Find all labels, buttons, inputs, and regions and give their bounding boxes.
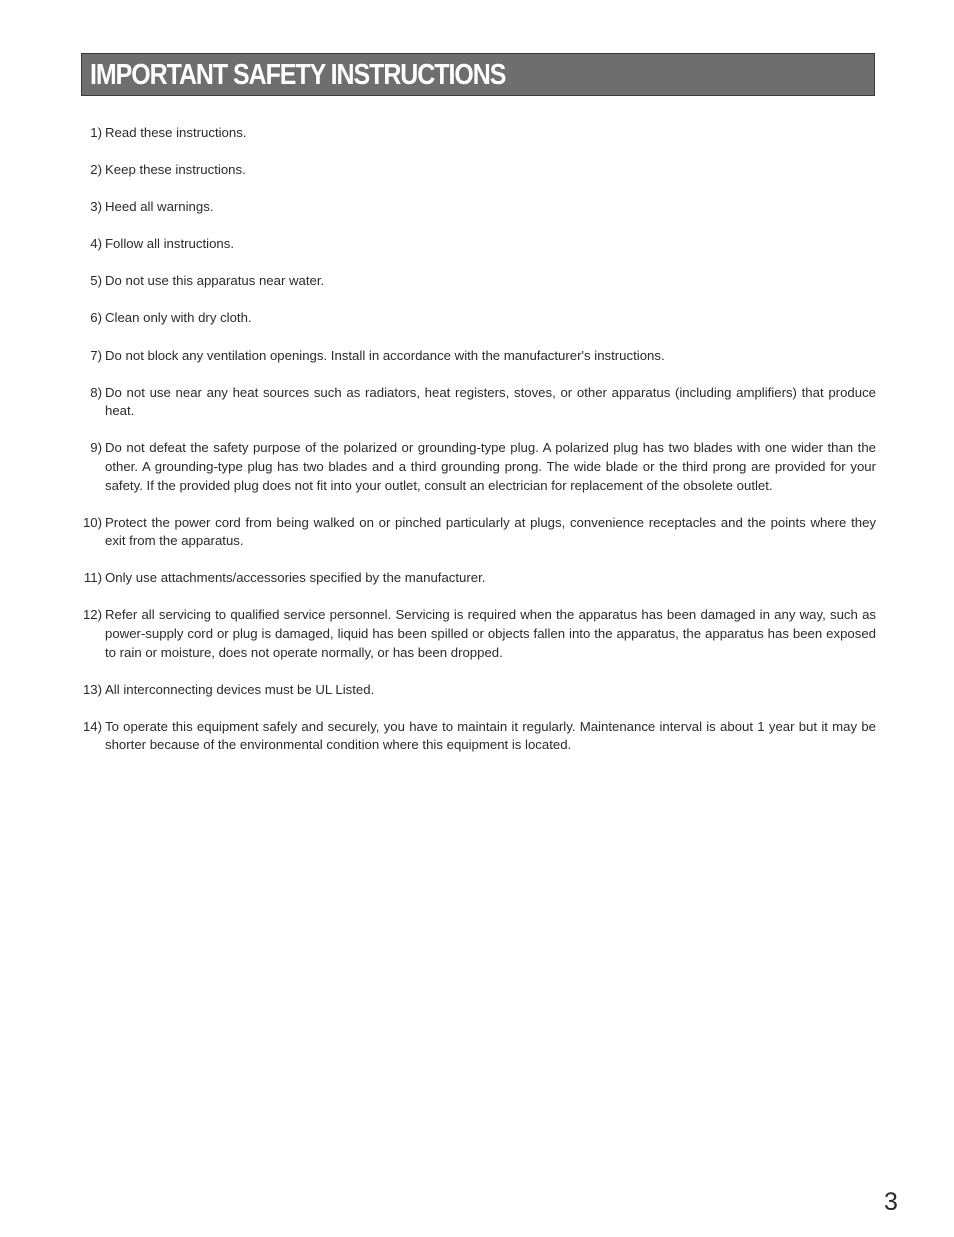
item-number: 14)	[82, 718, 102, 734]
item-number: 6)	[90, 310, 102, 326]
item-text: Do not defeat the safety purpose of the polarized or grounding-type plug. A polarized plug has two blades with one wider than the other. A grounding-type plug has two blades and a third grounding prong. The wide blade or the third prong are provided for your safety. If the provided plug does not fit into your outlet, consult an electrician for replacement of the obsolete outlet.	[105, 440, 876, 493]
list-item	[81, 606, 876, 662]
item-text: Protect the power cord from being walked on or pinched particularly at plugs, convenience receptacles and the points where they exit from the apparatus.	[105, 514, 876, 549]
item-number: 12)	[82, 607, 102, 623]
item-number: 7)	[90, 347, 102, 363]
item-number: 5)	[90, 273, 102, 289]
list-item	[81, 124, 876, 143]
item-number: 9)	[90, 440, 102, 456]
item-number: 1)	[90, 125, 102, 140]
item-number: 11)	[83, 570, 102, 586]
item-text: Do not use this apparatus near water.	[105, 273, 325, 289]
item-text: Only use attachments/accessories specified by the manufacturer.	[105, 570, 486, 586]
list-item	[81, 272, 876, 291]
item-number: 10)	[82, 514, 102, 530]
item-number: 13)	[82, 681, 102, 697]
list-item	[81, 161, 876, 180]
list-item	[81, 514, 876, 551]
list-item	[81, 569, 876, 588]
list-item	[81, 439, 876, 495]
page-title: IMPORTANT SAFETY INSTRUCTIONS	[90, 59, 506, 91]
list-item	[81, 718, 876, 755]
list-item	[81, 347, 876, 366]
list-item	[81, 681, 876, 700]
item-text: To operate this equipment safely and securely, you have to maintain it regularly. Maintenance interval is about 1 year but it may be shorter because of the environmental condition where this equipment is located.	[105, 718, 876, 753]
item-text: Follow all instructions.	[105, 236, 234, 252]
list-item	[81, 384, 876, 421]
item-text: Clean only with dry cloth.	[105, 310, 252, 326]
safety-instructions-list	[81, 124, 876, 773]
list-item	[81, 235, 876, 254]
item-number: 4)	[90, 236, 102, 252]
item-text: Keep these instructions.	[105, 162, 246, 178]
list-item	[81, 309, 876, 328]
item-number: 2)	[90, 162, 102, 178]
title-banner	[81, 53, 875, 96]
page-number: 3	[884, 1188, 898, 1216]
item-text: Refer all servicing to qualified service personnel. Servicing is required when the apparatus has been damaged in any way, such as power-supply cord or plug is damaged, liquid has been spilled or objects fallen into the apparatus, the apparatus has been exposed to rain or moisture, does not operate normally, or has been dropped.	[105, 607, 876, 660]
item-number: 8)	[90, 384, 102, 400]
list-item	[81, 198, 876, 217]
item-text: Read these instructions.	[105, 125, 247, 140]
item-number: 3)	[90, 199, 102, 215]
item-text: Do not use near any heat sources such as radiators, heat registers, stoves, or other apparatus (including amplifiers) that produce heat.	[105, 384, 876, 419]
item-text: Do not block any ventilation openings. Install in accordance with the manufacturer's instructions.	[105, 347, 665, 363]
item-text: Heed all warnings.	[105, 199, 214, 215]
item-text: All interconnecting devices must be UL Listed.	[105, 681, 375, 697]
